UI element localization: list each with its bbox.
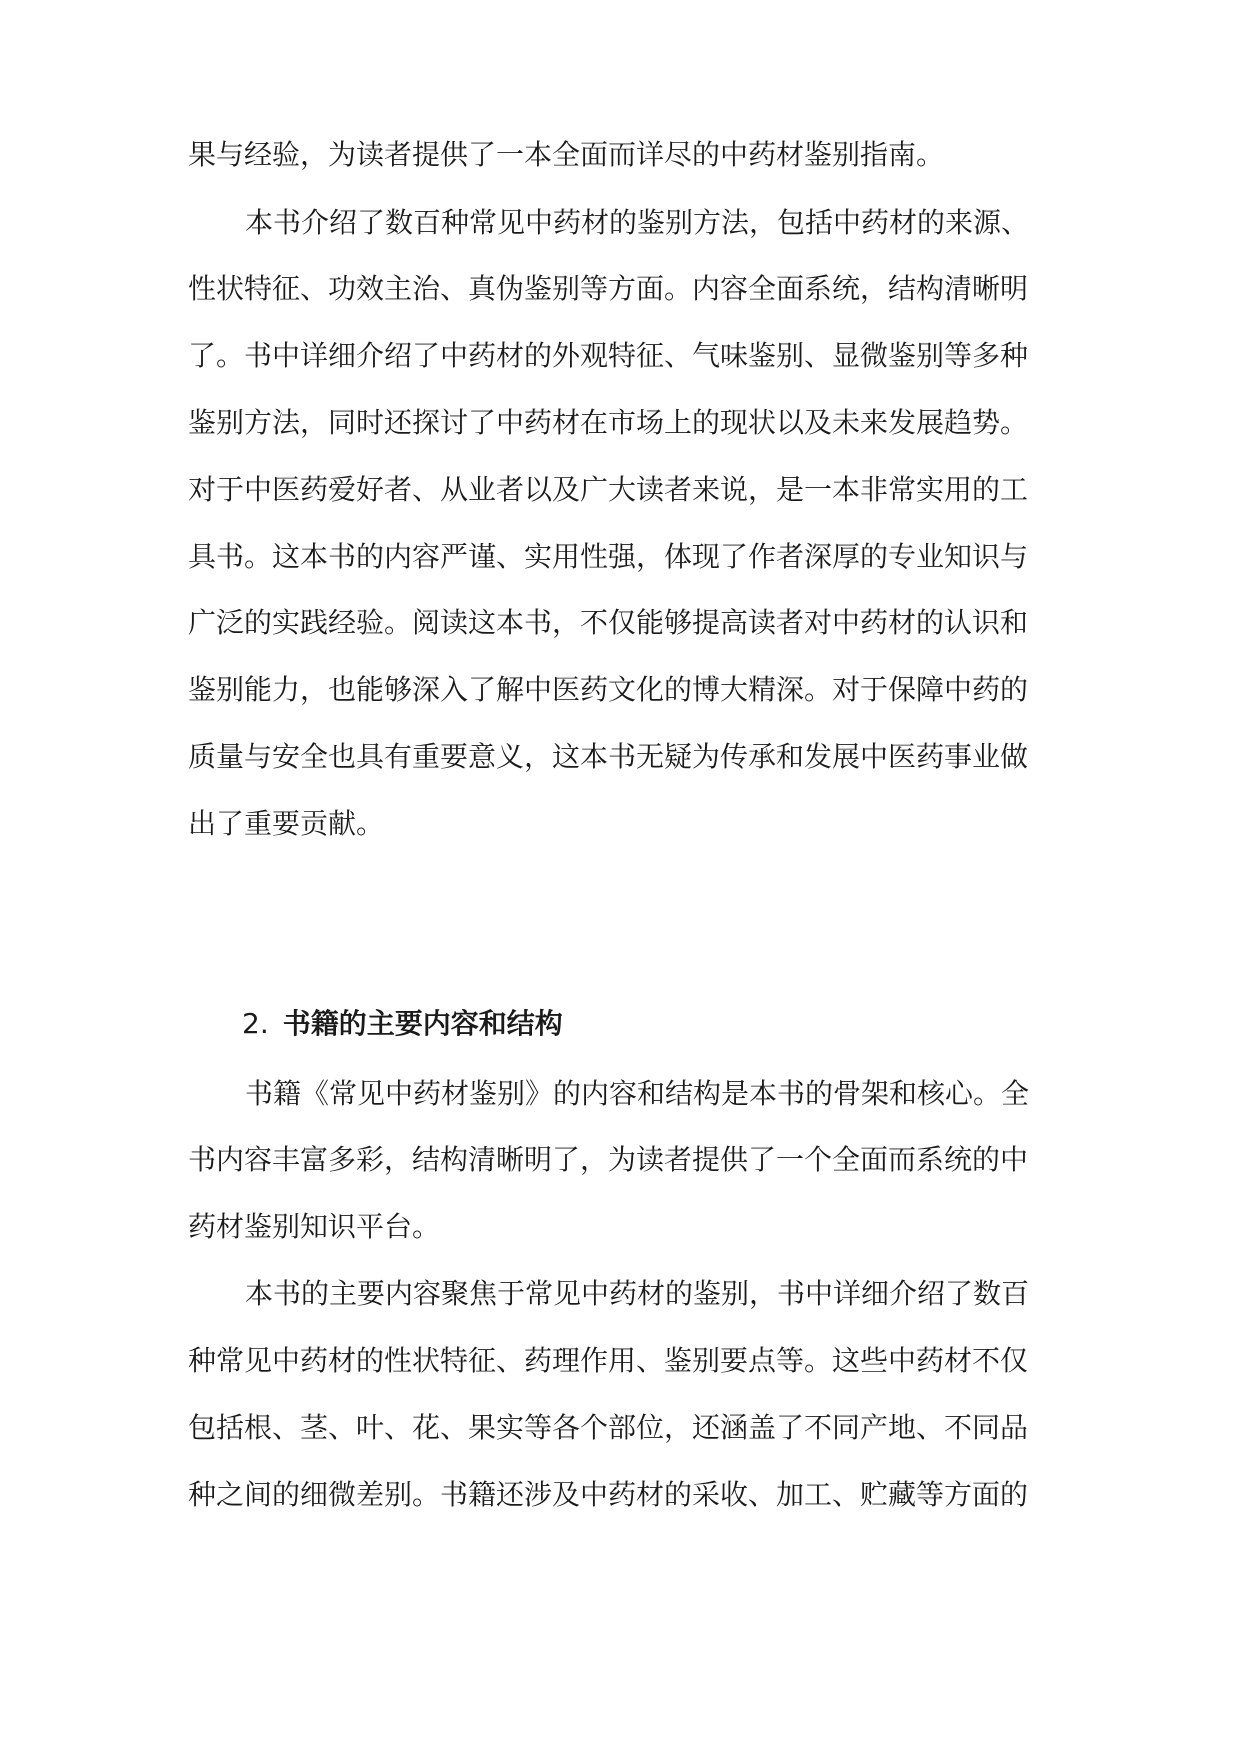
paragraph-line: 出了重要贡献。 (188, 807, 385, 840)
paragraph-line: 质量与安全也具有重要意义，这本书无疑为传承和发展中医药事业做 (188, 740, 1029, 773)
paragraph-line: 本书的主要内容聚焦于常见中药材的鉴别，书中详细介绍了数百 (245, 1277, 1030, 1310)
paragraph-line: 鉴别方法，同时还探讨了中药材在市场上的现状以及未来发展趋势。 (188, 406, 1029, 439)
paragraph-line: 了。书中详细介绍了中药材的外观特征、气味鉴别、显微鉴别等多种 (188, 339, 1029, 372)
paragraph-line: 药材鉴别知识平台。 (188, 1210, 441, 1243)
section-title: 书籍的主要内容和结构 (282, 1007, 563, 1040)
paragraph-line: 包括根、茎、叶、花、果实等各个部位，还涵盖了不同产地、不同品 (188, 1411, 1029, 1444)
paragraph-line: 书籍《常见中药材鉴别》的内容和结构是本书的骨架和核心。全 (245, 1077, 1030, 1110)
paragraph-line: 对于中医药爱好者、从业者以及广大读者来说，是一本非常实用的工 (188, 473, 1029, 506)
paragraph-line: 具书。这本书的内容严谨、实用性强，体现了作者深厚的专业知识与 (188, 540, 1029, 573)
paragraph-line: 书内容丰富多彩，结构清晰明了，为读者提供了一个全面而系统的中 (188, 1143, 1029, 1176)
paragraph-line: 性状特征、功效主治、真伪鉴别等方面。内容全面系统，结构清晰明 (188, 272, 1029, 305)
section-number: 2. (242, 1007, 269, 1040)
paragraph-line: 广泛的实践经验。阅读这本书，不仅能够提高读者对中药材的认识和 (188, 606, 1029, 639)
paragraph-line: 种之间的细微差别。书籍还涉及中药材的采收、加工、贮藏等方面的 (188, 1478, 1029, 1511)
paragraph-line: 鉴别能力，也能够深入了解中医药文化的博大精深。对于保障中药的 (188, 673, 1029, 706)
paragraph-line: 本书介绍了数百种常见中药材的鉴别方法，包括中药材的来源、 (245, 206, 1030, 239)
paragraph-line: 果与经验，为读者提供了一本全面而详尽的中药材鉴别指南。 (188, 138, 945, 171)
paragraph-line: 种常见中药材的性状特征、药理作用、鉴别要点等。这些中药材不仅 (188, 1344, 1029, 1377)
section-heading (242, 1004, 1042, 1044)
